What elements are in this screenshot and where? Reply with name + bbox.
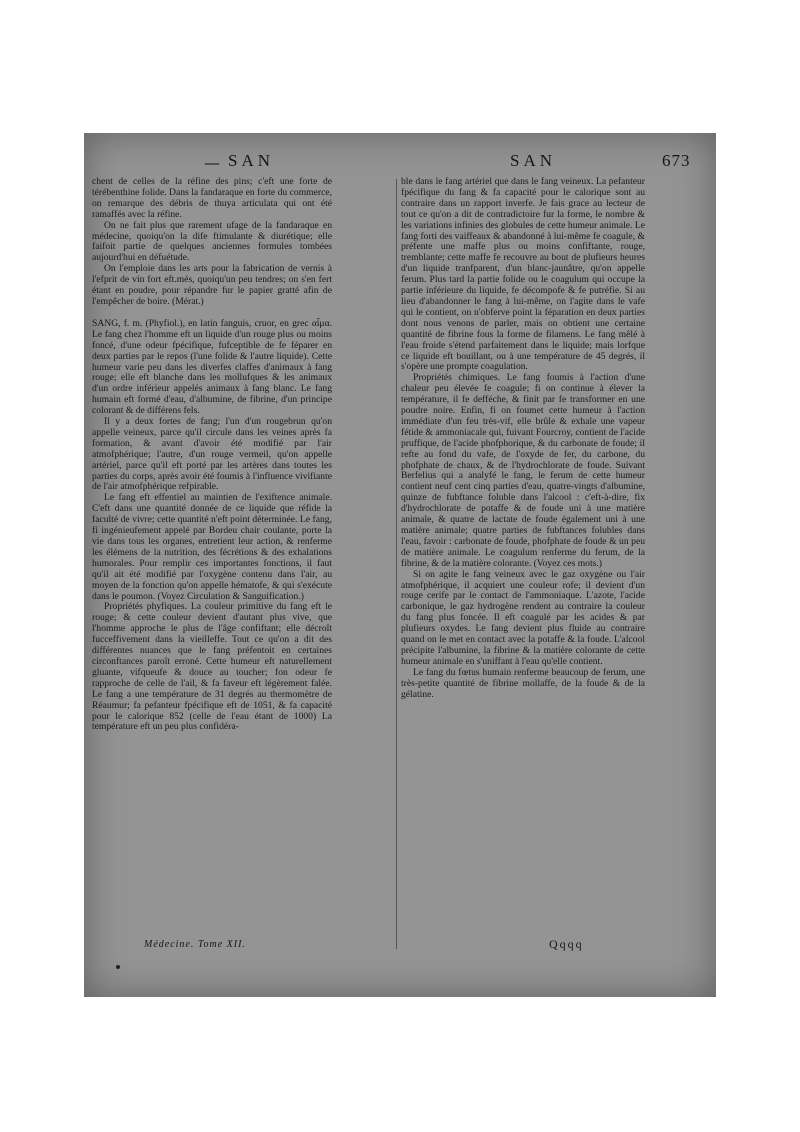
dictionary-entry-sang: SANG, f. m. (Phyfiol.), en latin fanguis, cruor, en grec αἷμα. Le fang chez l'homme eft un liquide d'un rouge plus ou moins foncé, d'une odeur fpécifique, fufceptible de fe féparer en deux parties par le repos (l'une folide & l'autre liquide). Cette humeur varie peu dans les diverfes claffes d'animaux à fang rouge; elle eft blanche dans les mollufques & les animaux d'un ordre inférieur appelés animaux à fang blanc. Le fang humain eft formé d'eau, d'albumine, de fibrine, d'un principe colorant & de différens fels. — [92, 317, 332, 417]
paragraph: Le fang du fœtus humain renferme beaucoup de ferum, une très-petite quantité de fibrine mollaffe, de la foude & de la gélatine. — [401, 666, 645, 700]
paragraph: ble dans le fang artériel que dans le fang veineux. La pefanteur fpécifique du fang & fa capacité pour le calorique sont au contraire dans un rapport inverfe. Je fais grace au lecteur de tout ce qu'on a dit de contradictoire fur la forme, le nombre & les variations infinies des globules de cette humeur animale. Le fang forti des vaiffeaux & abandonné à lui-même fe coagule, & préfente une maffe plus ou moins confiftante, rouge, tremblante; cette maffe fe recouvre au bout de plufieurs heures d'un liquide tranfparent, d'un blanc-jaunâtre, qu'on appelle ferum. Plus tard la partie folide ou le coagulum qui occupe la partie inférieure du liquide, fe décompofe & fe putréfie. Si au lieu d'abandonner le fang à lui-même, on l'agite dans le vafe qui le contient, on n'obferve point la féparation en deux parties dont nous venons de parler, mais on obtient une certaine quantité de fibrine fous la forme de filamens. Le fang mêlé à l'eau froide s'étend parfaitement dans le liquide; mais lorfque ce liquide eft bouillant, ou à une température de 45 degrés, il s'opère une prompte coagulation. — [401, 177, 645, 373]
paragraph: Le fang eft effentiel au maintien de l'exiftence animale. C'eft dans une quantité donnée de ce liquide que réfide la faculté de vivre; cette quantité n'eft point déterminée. Le fang, fi ingénieufement appelé par Bordeu chair coulante, porte la vie dans tous les organes, entretient leur action, & renferme les élémens de la nutrition, des fécrétions & des exhalations humorales. Pour remplir ces importantes fonctions, il faut qu'il ait été modifié par l'oxygène contenu dans l'air, au moyen de la fonction qu'on appelle hématofe, & qui s'exécute dans le poumon. (Voyez Circulation & Sanguification.) — [92, 492, 332, 602]
paragraph: Propriétés chimiques. Le fang foumis à l'action d'une chaleur peu élevée fe coagule; fi on continue à élever la température, il fe defféche, & finit par fe transformer en une poudre noire. Enfin, fi on foumet cette humeur à l'action immédiate d'un feu très-vif, elle brûle & exhale une vapeur fétide & ammoniacale qui, fuivant Fourcroy, contient de l'acide pruffique, de l'acide phofphorique, & du carbonate de foude; il refte au fond du vafe, de l'oxyde de fer, du carbone, du phofphate de chaux, & de l'hydrochlorate de foude. Suivant Berfelius qui a analyfé le fang, le ferum de cette humeur contient neuf cent cinq parties d'eau, quatre-vingts d'albumine, quinze de fubftance foluble dans l'alcool : c'eft-à-dire, fix d'hydrochlorate de potaffe & de foude uni à une matière animale, & quatre de lactate de foude également uni à une matière animale; quatre parties de fubftances folubles dans l'eau, favoir : carbonate de foude, phofphate de foude & un peu de matière animale. Le coagulum renferme du ferum, de la fibrine, & de la matière colorante. (Voyez ces mots.) — [401, 372, 645, 569]
paragraph: chent de celles de la réfine des pins; c'eft une forte de térébenthine folide. Dans la fandaraque en forte du commerce, on remarque des débris de thuya articulata qui ont été ramaffés avec la réfine. — [92, 177, 332, 220]
paragraph: Propriétés phyfiques. La couleur primitive du fang eft le rouge; & cette couleur devient d'autant plus vive, que l'homme approche le plus de l'âge confiftant; elle décroît fucceffivement dans la vieilleffe. Tout ce qu'on a dit des différentes nuances que le fang préfentoit en certaines circonftances paroît erroné. Cette humeur eft naturellement gluante, vifqueufe & douce au toucher; fon odeur fe rapproche de celle de l'ail, & fa faveur eft légèrement falée. Le fang a une température de 31 degrés au thermomètre de Réaumur; fa pefanteur fpécifique eft de 1051, & fa capacité pour le calorique 852 (celle de l'eau étant de 1000) La température eft un peu plus confidéra- — [92, 601, 332, 733]
scanned-page — [84, 133, 716, 997]
footer-volume: Médecine. Tome XII. — [144, 939, 246, 950]
footer-signature: Qqqq — [549, 937, 584, 951]
paragraph: On l'emploie dans les arts pour la fabrication de vernis à l'efprit de vin fort eft.més, quoiqu'un peu tendres; on s'en fert étant en poudre, pour répandre fur le papier gratté afin de l'empêcher de boire. (Mérat.) — [92, 263, 332, 307]
left-column — [92, 177, 332, 992]
ink-spot — [116, 965, 120, 969]
running-head-left: SAN — [228, 151, 275, 170]
page-number: 673 — [662, 151, 691, 170]
running-head-right: SAN — [510, 151, 557, 170]
book-page — [84, 133, 716, 997]
paragraph: Si on agite le fang veineux avec le gaz oxygène ou l'air atmofphérique, il acquiert une couleur rofe; il devient d'un rouge cerife par le contact de l'ammoniaque. L'azote, l'acide carbonique, le gaz hydrogène rendent au contraire la couleur du fang plus foncée. Il eft coagulé par les acides & par plufieurs oxydes. Le fang devient plus fluide au contraire quand on le met en contact avec la potaffe & la foude. L'alcool précipite l'albumine, la fibrine & la matière colorante de cette humeur animale en s'uniffant à l'eau qu'elle contient. — [401, 568, 645, 667]
column-divider — [396, 179, 397, 949]
right-column — [401, 177, 645, 992]
paragraph: On ne fait plus que rarement ufage de la fandaraque en médecine, quoiqu'on la dife ftimulante & diurétique; elle faifoit partie de quelques anciennes formules tombées aujourd'hui en défuétude. — [92, 219, 332, 264]
paragraph: Il y a deux fortes de fang; l'un d'un rougebrun qu'on appelle veineux, parce qu'il circule dans les veines après fa formation, & avant d'avoir été modifié par l'air atmofphérique; l'autre, d'un rouge vermeil, qu'on appelle artériel, parce qu'il eft porté par les artères dans toutes les parties du corps, après avoir été foumis à l'influence vivifiante de l'air atmofphérique refpirable. — [92, 416, 332, 493]
header-dash: — — [204, 153, 220, 172]
